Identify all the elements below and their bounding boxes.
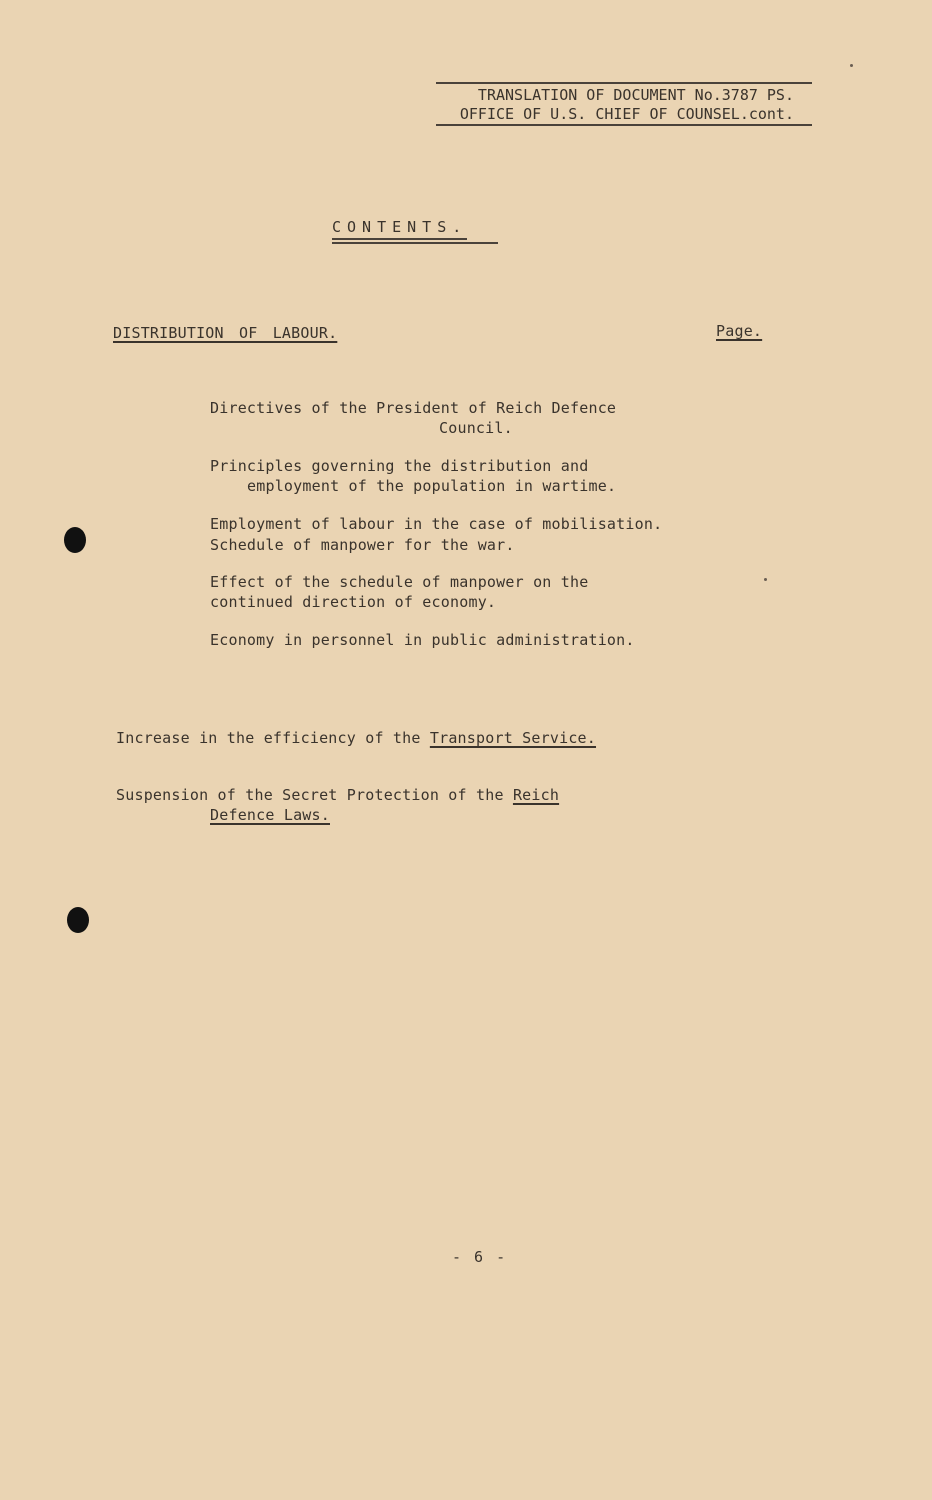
paper-speck xyxy=(850,64,853,67)
header-line-1: TRANSLATION OF DOCUMENT No.3787 PS. xyxy=(477,86,794,104)
section-heading: DISTRIBUTION OF LABOUR. xyxy=(113,324,338,342)
suspension-entry-prefix: Suspension of the Secret Protection of the xyxy=(116,786,513,804)
entry-2-line-1: Principles governing the distribution and xyxy=(210,457,589,475)
punch-hole xyxy=(67,907,89,933)
document-header xyxy=(436,82,812,126)
entry-4-line-2: continued direction of economy. xyxy=(210,593,497,611)
entry-3-line-1: Employment of labour in the case of mobilisation. xyxy=(210,515,663,533)
transport-entry-underlined: Transport Service. xyxy=(429,729,597,747)
transport-entry xyxy=(116,728,596,748)
entry-1-line-1: Directives of the President of Reich Defence xyxy=(210,399,617,417)
transport-entry-prefix: Increase in the efficiency of the xyxy=(116,729,430,747)
punch-hole xyxy=(64,527,86,553)
entry-2-line-2: employment of the population in wartime. xyxy=(247,477,617,495)
suspension-entry-line-1 xyxy=(116,785,559,805)
header-line-2: OFFICE OF U.S. CHIEF OF COUNSEL.cont. xyxy=(436,105,812,126)
entry-3-line-2: Schedule of manpower for the war. xyxy=(210,536,515,554)
entry-1-line-2: Council. xyxy=(439,419,513,437)
title-double-rule xyxy=(332,242,498,244)
page-title: CONTENTS. xyxy=(332,217,467,240)
suspension-entry-reich: Reich xyxy=(512,786,560,804)
entry-4-line-1: Effect of the schedule of manpower on the xyxy=(210,573,589,591)
header-rule xyxy=(436,82,812,84)
page-column-label: Page. xyxy=(716,322,763,340)
page-number: - 6 - xyxy=(452,1248,508,1266)
entry-5-line-1: Economy in personnel in public administration. xyxy=(210,631,635,649)
suspension-entry-line-2: Defence Laws. xyxy=(210,806,330,824)
paper-speck xyxy=(764,578,767,581)
